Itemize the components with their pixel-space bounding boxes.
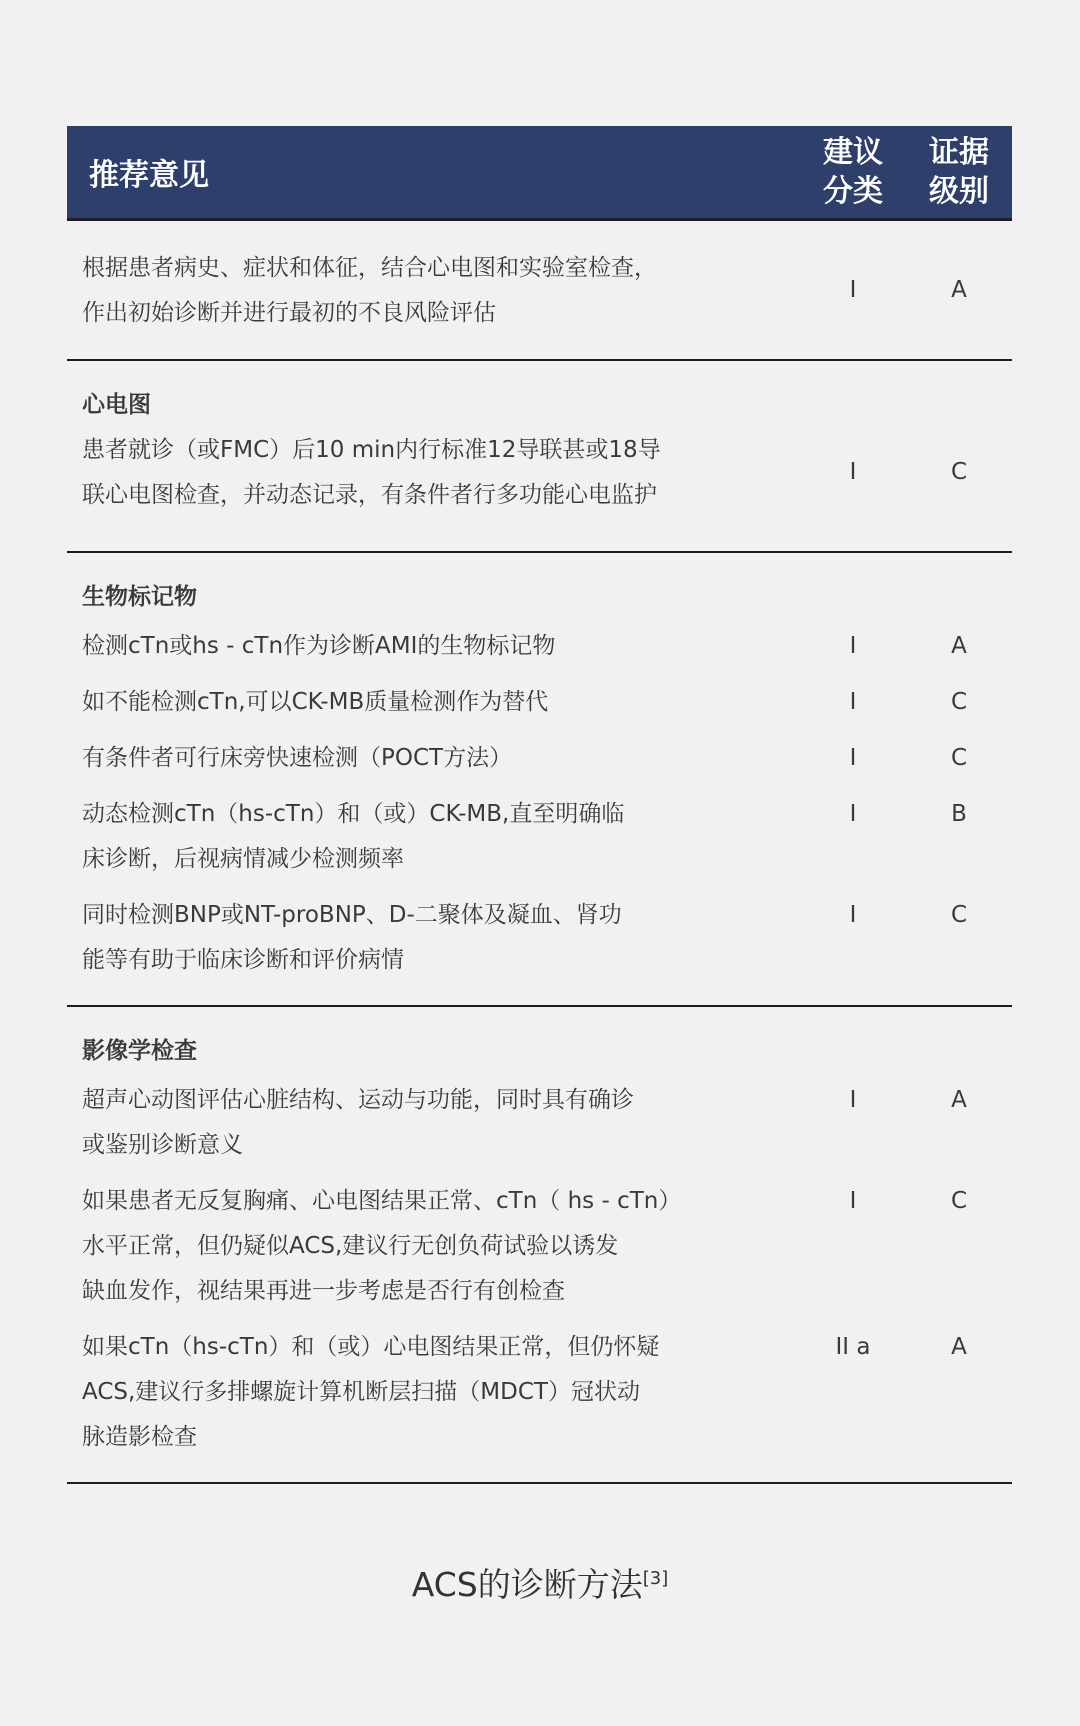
recommendation-class: I: [849, 633, 857, 659]
section-title: 影像学检查: [82, 1038, 197, 1064]
recommendation-text: [67, 246, 800, 336]
evidence-level: A: [951, 633, 967, 659]
recommendation-text: [67, 1179, 800, 1314]
text-line: 如果cTn（hs-cTn）和（或）心电图结果正常，但仍怀疑: [82, 1334, 660, 1360]
recommendation-text: [67, 428, 800, 518]
table-row: [67, 680, 1012, 725]
text-line: 检测cTn或hs - cTn作为诊断AMI的生物标记物: [82, 633, 556, 659]
recommendation-text: [67, 1078, 800, 1168]
text-line: 动态检测cTn（hs-cTn）和（或）CK-MB,直至明确临: [82, 801, 625, 827]
section-ecg: [67, 361, 1012, 553]
recommendation-class: I: [849, 689, 857, 715]
text-line: 患者就诊（或FMC）后10 min内行标准12导联甚或18导: [82, 437, 661, 463]
evidence-level: A: [951, 1087, 967, 1113]
text-line: 如不能检测cTn,可以CK-MB质量检测作为替代: [82, 689, 549, 715]
section-initial-diagnosis: [67, 221, 1012, 361]
recommendation-text: [67, 624, 800, 669]
table-row: [67, 624, 1012, 669]
recommendation-text: [67, 1325, 800, 1460]
caption-text: ACS的诊断方法: [411, 1565, 643, 1604]
header-recommendation: 推荐意见: [89, 158, 209, 193]
evidence-level: A: [951, 277, 967, 303]
section-imaging: [67, 1007, 1012, 1484]
recommendation-table: [67, 126, 1012, 1484]
table-row: [67, 893, 1012, 983]
recommendation-text: [67, 893, 800, 983]
table-row: [67, 428, 1012, 518]
text-line: 如果患者无反复胸痛、心电图结果正常、cTn（ hs - cTn）: [82, 1188, 682, 1214]
text-line: 作出初始诊断并进行最初的不良风险评估: [82, 300, 496, 326]
evidence-level: C: [950, 689, 968, 715]
evidence-level: C: [950, 459, 968, 485]
table-row: [67, 1325, 1012, 1460]
section-biomarkers: [67, 553, 1012, 1007]
recommendation-class: I: [849, 902, 857, 928]
recommendation-text: [67, 792, 800, 882]
text-line: 或鉴别诊断意义: [82, 1132, 243, 1158]
evidence-level: C: [950, 745, 968, 771]
recommendation-class: I: [849, 277, 857, 303]
text-line: 超声心动图评估心脏结构、运动与功能，同时具有确诊: [82, 1087, 634, 1113]
text-line: 水平正常，但仍疑似ACS,建议行无创负荷试验以诱发: [82, 1233, 619, 1259]
section-title: 心电图: [82, 392, 151, 418]
caption-reference: [3]: [642, 1568, 669, 1589]
text-line: 同时检测BNP或NT-proBNP、D-二聚体及凝血、肾功: [82, 902, 622, 928]
table-row: [67, 1179, 1012, 1314]
table-row: [67, 736, 1012, 781]
recommendation-text: [67, 736, 800, 781]
text-line: 缺血发作，视结果再进一步考虑是否行有创检查: [82, 1278, 565, 1304]
table-row: [67, 1078, 1012, 1168]
text-line: 根据患者病史、症状和体征，结合心电图和实验室检查，: [82, 255, 657, 281]
section-title: 生物标记物: [82, 584, 197, 610]
evidence-level: C: [950, 902, 968, 928]
text-line: ACS,建议行多排螺旋计算机断层扫描（MDCT）冠状动: [82, 1379, 640, 1405]
recommendation-class: I: [849, 745, 857, 771]
header-class: 建议 分类: [823, 135, 883, 209]
text-line: 脉造影检查: [82, 1424, 197, 1450]
table-header: [67, 126, 1012, 221]
recommendation-class: I: [849, 1188, 857, 1214]
evidence-level: B: [951, 801, 967, 827]
text-line: 床诊断，后视病情减少检测频率: [82, 846, 404, 872]
evidence-level: C: [950, 1188, 968, 1214]
figure-caption: [0, 1559, 1080, 1606]
table-row: [67, 792, 1012, 882]
recommendation-text: [67, 680, 800, 725]
text-line: 联心电图检查，并动态记录，有条件者行多功能心电监护: [82, 482, 657, 508]
evidence-level: A: [951, 1334, 967, 1360]
recommendation-class: I: [849, 459, 857, 485]
text-line: 有条件者可行床旁快速检测（POCT方法）: [82, 745, 513, 771]
text-line: 能等有助于临床诊断和评价病情: [82, 947, 404, 973]
header-level: 证据 级别: [929, 135, 989, 209]
table-row: [67, 246, 1012, 336]
recommendation-class: II a: [835, 1334, 871, 1360]
recommendation-class: I: [849, 1087, 857, 1113]
recommendation-class: I: [849, 801, 857, 827]
